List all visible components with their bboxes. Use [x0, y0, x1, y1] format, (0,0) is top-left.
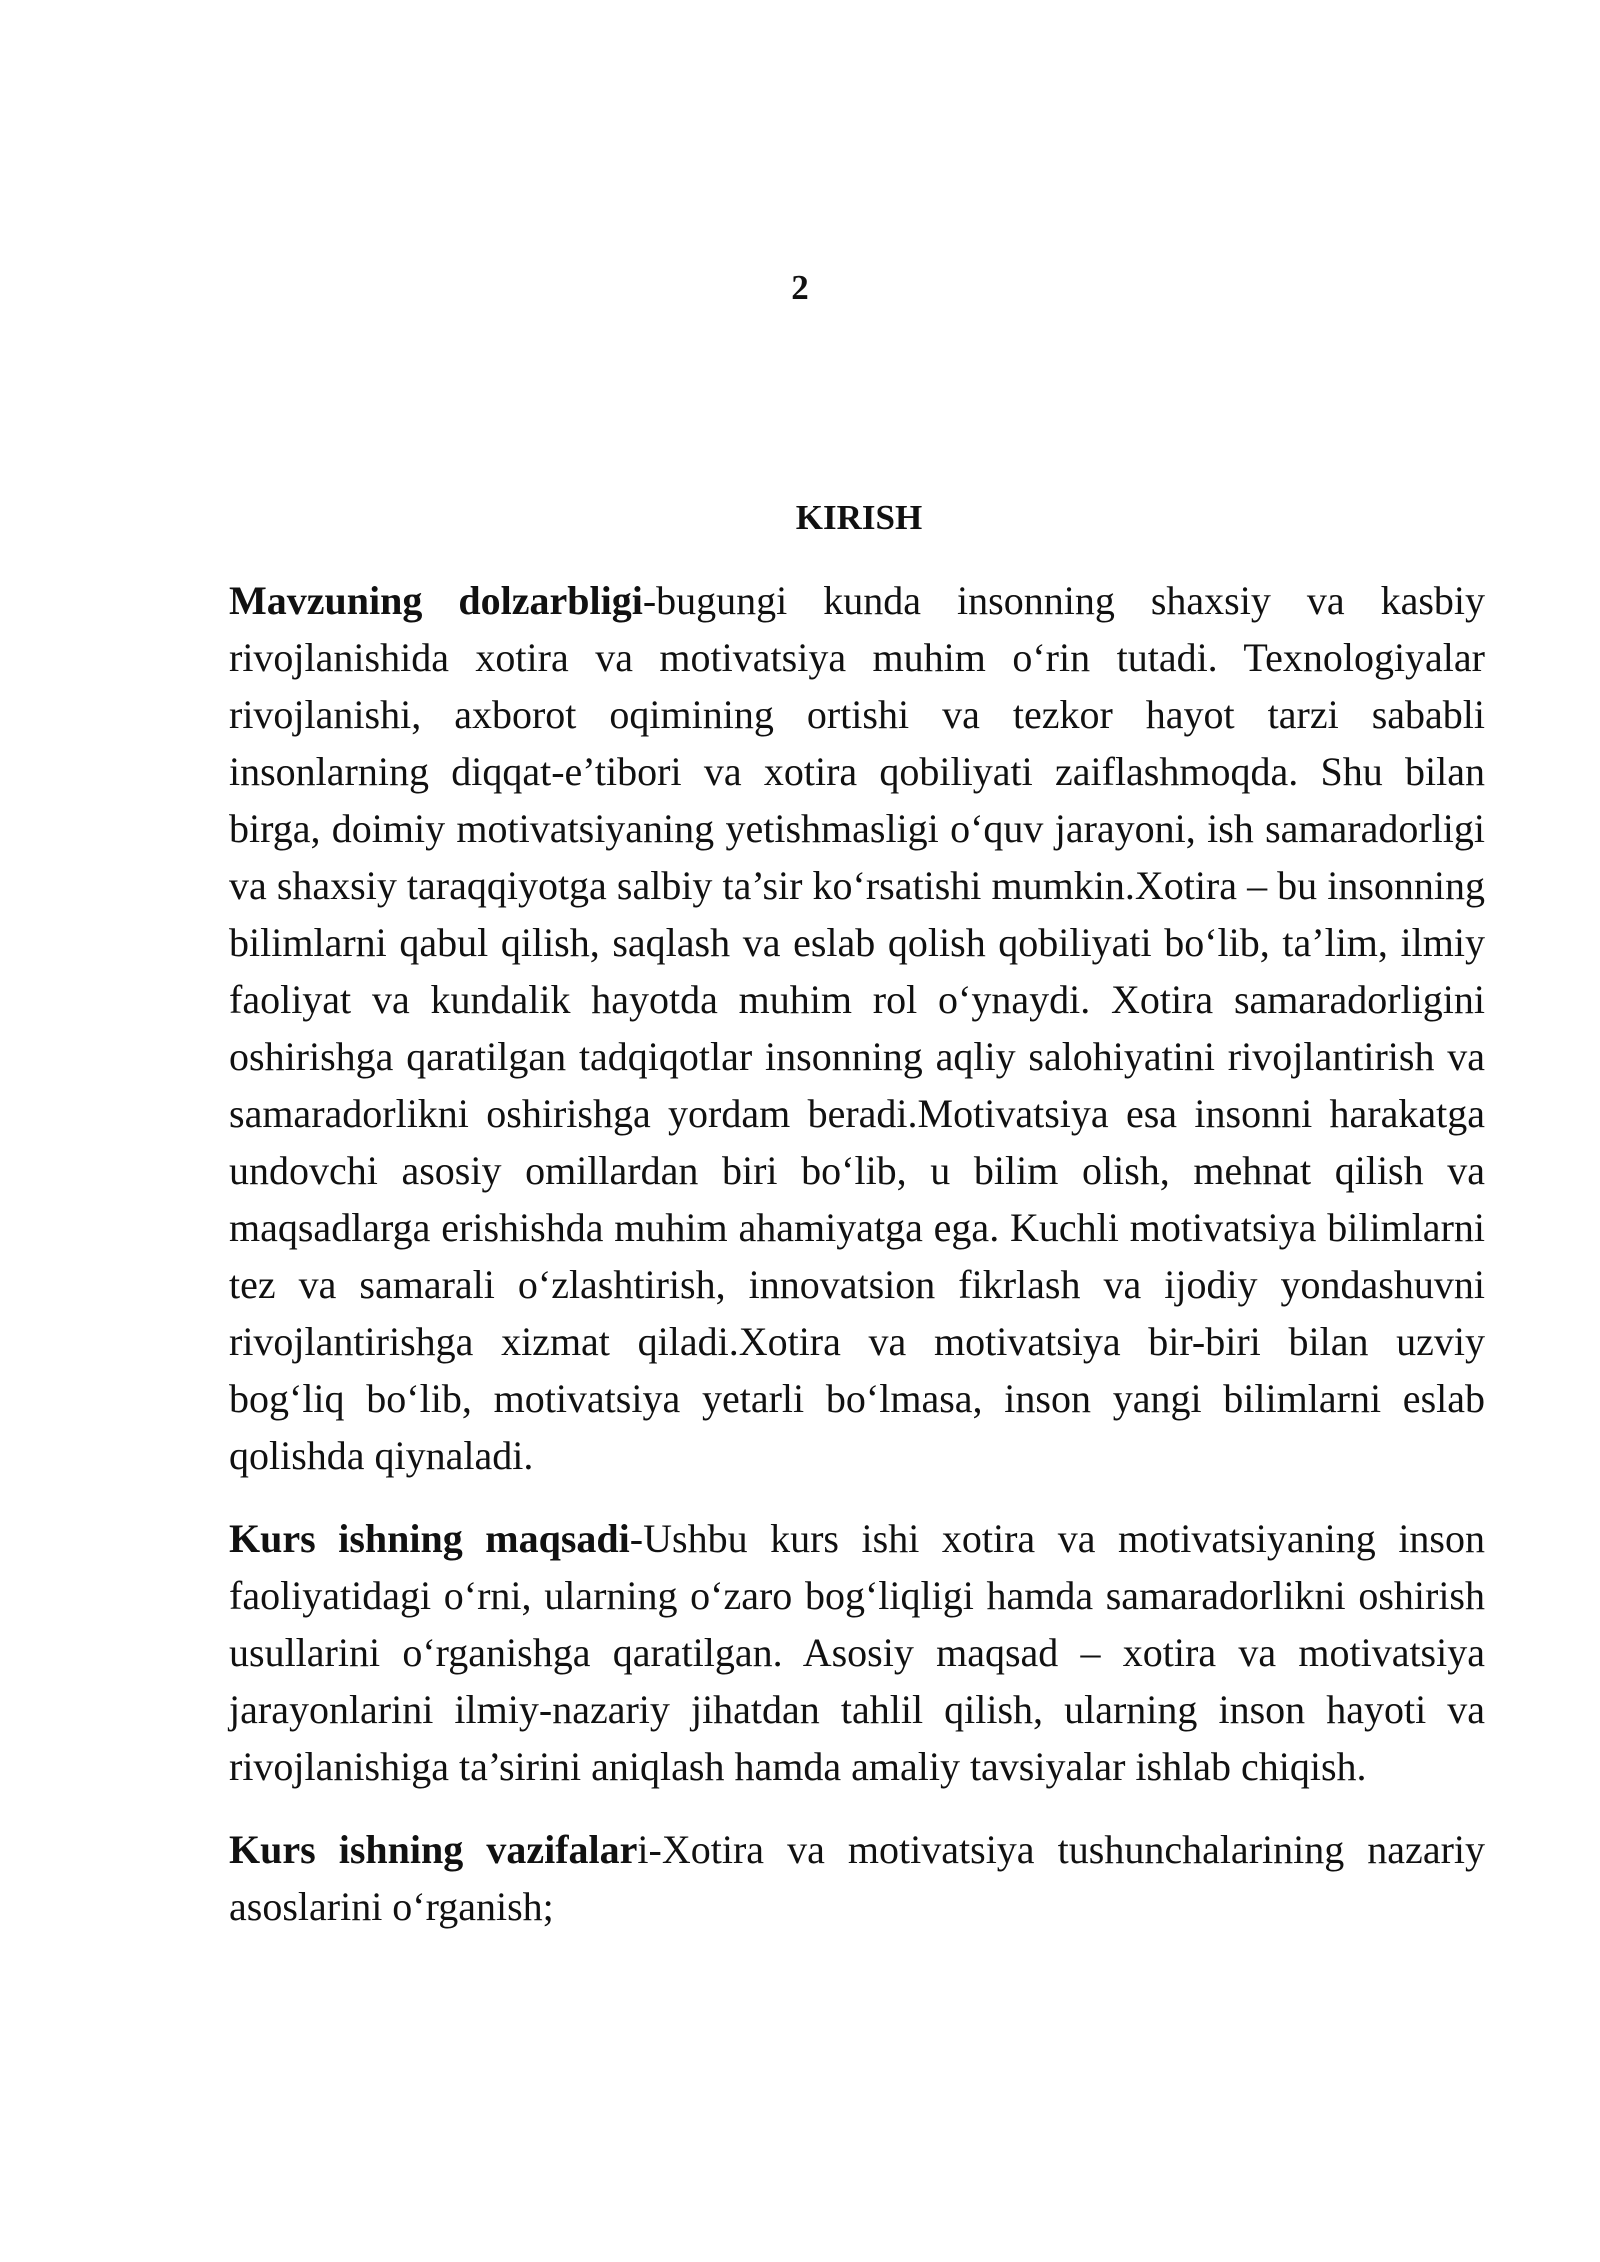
page-number: 2 — [791, 268, 809, 307]
paragraph-goal — [229, 1510, 1485, 1795]
paragraph-relevance — [229, 572, 1485, 1484]
paragraph-lead: Mavzuning dolzarbligi — [229, 578, 643, 623]
paragraph-text: -bugungi kunda insonning shaxsiy va kasbiy rivojlanishida xotira va motivatsiya muhim o‘rin tutadi. Texnologiyalar rivojlanishi, axborot oqimining ortishi va tezkor hayot tarzi sababli insonlarning diqqat-e’tibori va xotira qobiliyati zaiflashmoqda. Shu bilan birga, doimiy motivatsiyaning yetishmasligi o‘quv jarayoni, ish samaradorligi va shaxsiy taraqqiyotga salbiy ta’sir ko‘rsatishi mumkin.Xotira – bu insonning bilimlarni qabul qilish, saqlash va eslab qolish qobiliyati bo‘lib, ta’lim, ilmiy faoliyat va kundalik hayotda muhim rol o‘ynaydi. Xotira samaradorligini oshirishga qaratilgan tadqiqotlar insonning aqliy salohiyatini rivojlantirish va samaradorlikni oshirishga yordam beradi.Motivatsiya esa insonni harakatga undovchi asosiy omillardan biri bo‘lib, u bilim olish, mehnat qilish va maqsadlarga erishishda muhim ahamiyatga ega. Kuchli motivatsiya bilimlarni tez va samarali o‘zlashtirish, innovatsion fikrlash va ijodiy yondashuvni rivojlantirishga xizmat qiladi.Xotira va motivatsiya bir-biri bilan uzviy bog‘liq bo‘lib, motivatsiya yetarli bo‘lmasa, inson yangi bilimlarni eslab qolishda qiynaladi. — [229, 578, 1486, 1478]
section-title: KIRISH — [795, 498, 923, 537]
paragraph-lead: Kurs ishning vazifalar — [229, 1827, 638, 1872]
paragraph-text: -Ushbu kurs ishi xotira va motivatsiyaning inson faoliyatidagi o‘rni, ularning o‘zaro bog‘liqligi hamda samaradorlikni oshirish usullarini o‘rganishga qaratilgan. Asosiy maqsad – xotira va motivatsiya jarayonlarini ilmiy-nazariy jihatdan tahlil qilish, ularning inson hayoti va rivojlanishiga ta’sirini aniqlash hamda amaliy tavsiyalar ishlab chiqish. — [229, 1516, 1485, 1789]
paragraph-lead: Kurs ishning maqsadi — [229, 1516, 630, 1561]
document-body — [229, 572, 1485, 1961]
paragraph-tasks — [229, 1821, 1485, 1935]
paragraph-text: i-Xotira va motivatsiya tushunchalarining nazariy asoslarini o‘rganish; — [229, 1827, 1485, 1929]
